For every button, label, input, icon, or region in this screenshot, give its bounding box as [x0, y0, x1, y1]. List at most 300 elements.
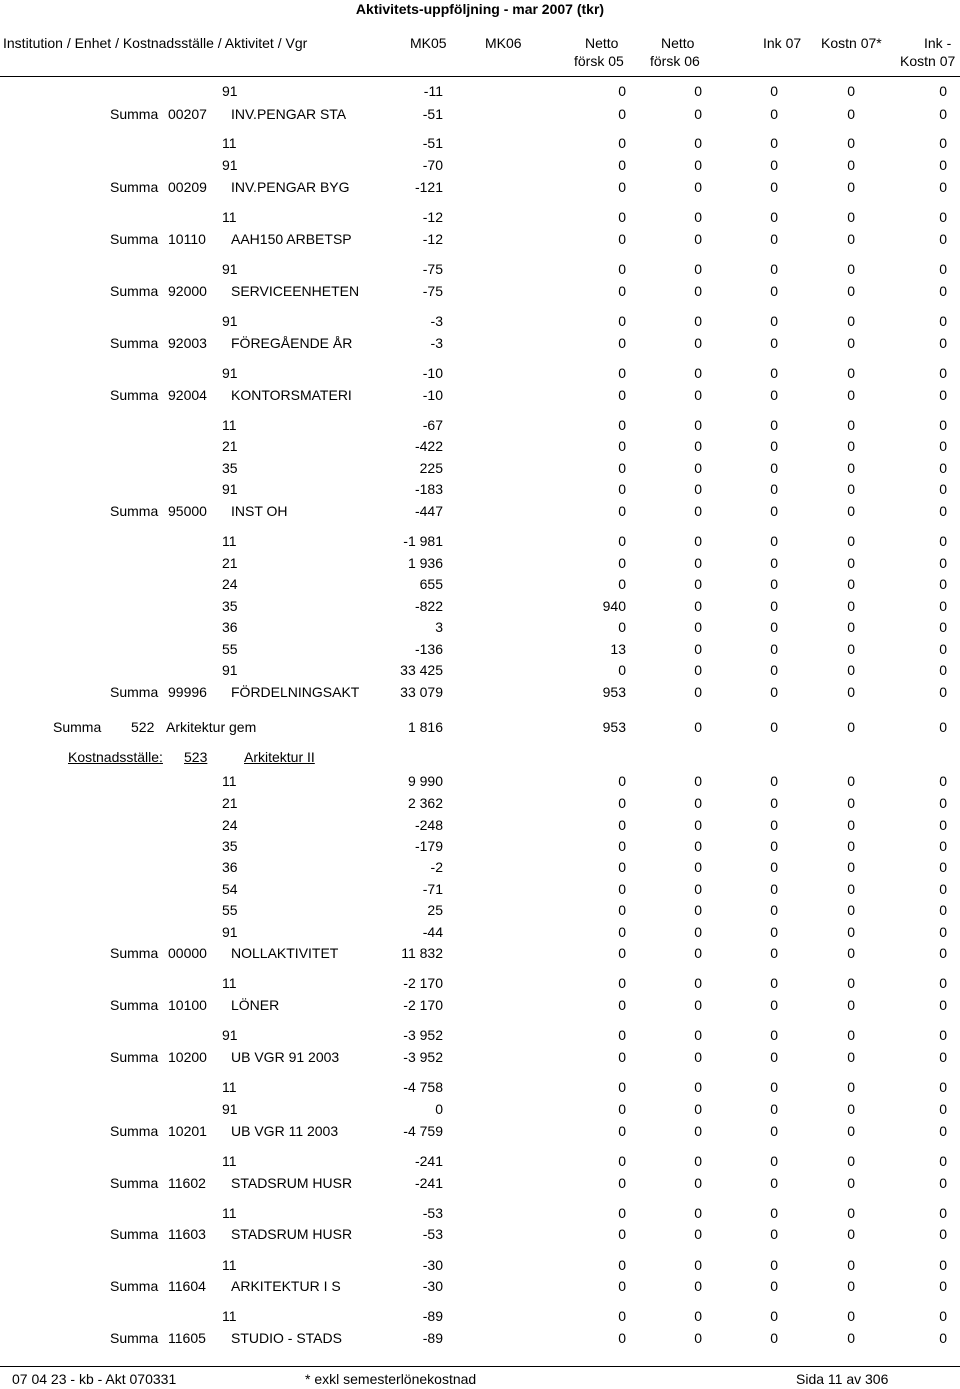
cost-center-summary-row — [0, 717, 960, 737]
kostn07-value: 0 — [939, 838, 947, 854]
kostn07-value: 0 — [939, 1278, 947, 1294]
mk05-value: -248 — [414, 817, 443, 833]
activity-name: KONTORSMATERI — [231, 387, 352, 403]
kostn07-value: 0 — [939, 209, 947, 225]
vgr-code: 21 — [222, 795, 238, 811]
mk06-value: 0 — [618, 1205, 626, 1221]
kostn07-value: 0 — [939, 387, 947, 403]
detail-row — [0, 815, 960, 835]
activity-name: INV.PENGAR STA — [231, 106, 347, 122]
detail-row — [0, 81, 960, 101]
netto06-value: 0 — [770, 157, 778, 173]
detail-row — [0, 363, 960, 383]
mk06-value: 0 — [618, 83, 626, 99]
detail-row — [0, 207, 960, 227]
kostn07-value: 0 — [939, 1123, 947, 1139]
mk05-value: -422 — [414, 438, 443, 454]
mk05-value: -51 — [422, 106, 443, 122]
mk05-value: -3 952 — [403, 1049, 443, 1065]
summa-label: Summa — [110, 1330, 159, 1346]
mk05-value: -2 170 — [403, 975, 443, 991]
detail-row — [0, 574, 960, 594]
mk06-value: 953 — [602, 684, 626, 700]
mk05-value: -67 — [422, 417, 443, 433]
ink07-value: 0 — [847, 209, 855, 225]
mk05-value: -2 170 — [403, 997, 443, 1013]
activity-code: 92004 — [168, 387, 207, 403]
vgr-code: 91 — [222, 481, 238, 497]
ink07-value: 0 — [847, 684, 855, 700]
netto06-value: 0 — [770, 641, 778, 657]
detail-row — [0, 596, 960, 616]
column-header — [0, 34, 960, 74]
mk05-value: 2 362 — [407, 795, 443, 811]
mk05-value: -3 — [430, 313, 443, 329]
activity-code: 95000 — [168, 503, 207, 519]
kostn07-value: 0 — [939, 555, 947, 571]
netto06-value: 0 — [770, 179, 778, 195]
detail-row — [0, 900, 960, 920]
ink07-value: 0 — [847, 1123, 855, 1139]
netto06-value: 0 — [770, 719, 778, 735]
mk05-value: -4 758 — [403, 1079, 443, 1095]
netto06-value: 0 — [770, 975, 778, 991]
activity-summary-row — [0, 104, 960, 124]
mk06-value: 0 — [618, 481, 626, 497]
netto05-value: 0 — [694, 881, 702, 897]
kostn07-value: 0 — [939, 1205, 947, 1221]
netto06-value: 0 — [770, 1101, 778, 1117]
ink07-value: 0 — [847, 881, 855, 897]
ink07-value: 0 — [847, 1330, 855, 1346]
activity-name: UB VGR 11 2003 — [231, 1123, 339, 1139]
vgr-code: 24 — [222, 576, 238, 592]
netto05-value: 0 — [694, 795, 702, 811]
activity-name: AAH150 ARBETSP — [231, 231, 352, 247]
mk05-value: -51 — [422, 135, 443, 151]
mk06-value: 0 — [618, 438, 626, 454]
netto05-value: 0 — [694, 1049, 702, 1065]
netto06-value: 0 — [770, 1049, 778, 1065]
netto05-value: 0 — [694, 684, 702, 700]
ink07-value: 0 — [847, 619, 855, 635]
ink07-value: 0 — [847, 817, 855, 833]
activity-code: 99996 — [168, 684, 207, 700]
netto05-value: 0 — [694, 902, 702, 918]
netto05-value: 0 — [694, 817, 702, 833]
mk06-value: 0 — [618, 773, 626, 789]
vgr-code: 36 — [222, 859, 238, 875]
ink07-value: 0 — [847, 838, 855, 854]
kostn07-value: 0 — [939, 773, 947, 789]
mk06-value: 0 — [618, 1123, 626, 1139]
detail-row — [0, 771, 960, 791]
netto05-value: 0 — [694, 106, 702, 122]
kostn07-value: 0 — [939, 1101, 947, 1117]
netto06-value: 0 — [770, 135, 778, 151]
detail-row — [0, 133, 960, 153]
mk06-value: 0 — [618, 135, 626, 151]
detail-row — [0, 1025, 960, 1045]
netto06-value: 0 — [770, 387, 778, 403]
detail-row — [0, 531, 960, 551]
header-mk06: MK06 — [485, 35, 522, 51]
ink07-value: 0 — [847, 662, 855, 678]
mk06-value: 953 — [602, 719, 626, 735]
cost-center-code: 522 — [131, 719, 155, 735]
mk06-value: 0 — [618, 1257, 626, 1273]
mk05-value: -89 — [422, 1330, 443, 1346]
netto05-value: 0 — [694, 975, 702, 991]
mk06-value: 0 — [618, 1153, 626, 1169]
mk05-value: 655 — [419, 576, 443, 592]
summa-label: Summa — [110, 684, 159, 700]
netto06-value: 0 — [770, 1308, 778, 1324]
mk05-value: 9 990 — [407, 773, 443, 789]
summa-label: Summa — [110, 1278, 159, 1294]
mk06-value: 0 — [618, 902, 626, 918]
vgr-code: 11 — [222, 209, 237, 225]
mk06-value: 0 — [618, 945, 626, 961]
netto05-value: 0 — [694, 859, 702, 875]
activity-name: NOLLAKTIVITET — [231, 945, 339, 961]
summa-label: Summa — [110, 503, 159, 519]
header-divider — [0, 76, 960, 77]
kostn07-value: 0 — [939, 1226, 947, 1242]
activity-code: 00209 — [168, 179, 207, 195]
netto05-value: 0 — [694, 365, 702, 381]
netto06-value: 0 — [770, 902, 778, 918]
mk06-value: 0 — [618, 1308, 626, 1324]
mk06-value: 0 — [618, 662, 626, 678]
netto06-value: 0 — [770, 1205, 778, 1221]
mk06-value: 0 — [618, 387, 626, 403]
header-netto05-line2: försk 05 — [574, 53, 624, 69]
mk06-value: 0 — [618, 365, 626, 381]
netto06-value: 0 — [770, 1226, 778, 1242]
netto05-value: 0 — [694, 641, 702, 657]
kostn07-value: 0 — [939, 619, 947, 635]
kostn07-value: 0 — [939, 1308, 947, 1324]
mk05-value: 33 079 — [400, 684, 443, 700]
kostn07-value: 0 — [939, 1079, 947, 1095]
mk05-value: -822 — [414, 598, 443, 614]
activity-summary-row — [0, 1121, 960, 1141]
ink07-value: 0 — [847, 1027, 855, 1043]
vgr-code: 11 — [222, 1079, 237, 1095]
summa-label: Summa — [110, 387, 159, 403]
detail-row — [0, 259, 960, 279]
ink07-value: 0 — [847, 231, 855, 247]
mk06-value: 0 — [618, 335, 626, 351]
netto05-value: 0 — [694, 1278, 702, 1294]
kostn07-value: 0 — [939, 460, 947, 476]
ink07-value: 0 — [847, 773, 855, 789]
kostn07-value: 0 — [939, 231, 947, 247]
ink07-value: 0 — [847, 313, 855, 329]
mk06-value: 0 — [618, 533, 626, 549]
netto06-value: 0 — [770, 773, 778, 789]
kostn07-value: 0 — [939, 684, 947, 700]
mk06-value: 940 — [602, 598, 626, 614]
kostn07-value: 0 — [939, 283, 947, 299]
netto05-value: 0 — [694, 387, 702, 403]
mk06-value: 0 — [618, 1330, 626, 1346]
activity-code: 11602 — [168, 1175, 206, 1191]
header-ink-kostn-line2: Kostn 07 — [900, 53, 956, 69]
netto05-value: 0 — [694, 1027, 702, 1043]
netto06-value: 0 — [770, 335, 778, 351]
netto06-value: 0 — [770, 1123, 778, 1139]
mk06-value: 0 — [618, 231, 626, 247]
ink07-value: 0 — [847, 641, 855, 657]
mk06-value: 0 — [618, 1049, 626, 1065]
netto06-value: 0 — [770, 838, 778, 854]
kostn07-value: 0 — [939, 261, 947, 277]
kostn07-value: 0 — [939, 945, 947, 961]
activity-name: STADSRUM HUSR — [231, 1175, 353, 1191]
netto05-value: 0 — [694, 335, 702, 351]
mk06-value: 0 — [618, 106, 626, 122]
detail-row — [0, 1255, 960, 1275]
netto05-value: 0 — [694, 598, 702, 614]
activity-summary-row — [0, 501, 960, 521]
kostn07-value: 0 — [939, 481, 947, 497]
kostn07-value: 0 — [939, 975, 947, 991]
activity-code: 11604 — [168, 1278, 206, 1294]
netto05-value: 0 — [694, 576, 702, 592]
report-title: Aktivitets-uppföljning - mar 2007 (tkr) — [355, 1, 605, 17]
mk05-value: -179 — [414, 838, 443, 854]
vgr-code: 55 — [222, 902, 238, 918]
activity-summary-row — [0, 333, 960, 353]
activity-code: 92000 — [168, 283, 207, 299]
netto05-value: 0 — [694, 481, 702, 497]
activity-name: FÖRDELNINGSAKT — [231, 684, 360, 700]
mk05-value: 225 — [419, 460, 443, 476]
detail-row — [0, 973, 960, 993]
summa-label: Summa — [110, 945, 159, 961]
mk06-value: 0 — [618, 975, 626, 991]
kostn07-value: 0 — [939, 135, 947, 151]
detail-row — [0, 639, 960, 659]
vgr-code: 35 — [222, 460, 238, 476]
detail-row — [0, 922, 960, 942]
activity-summary-row — [0, 682, 960, 702]
vgr-code: 24 — [222, 817, 238, 833]
detail-row — [0, 793, 960, 813]
detail-row — [0, 1151, 960, 1171]
vgr-code: 11 — [222, 135, 237, 151]
mk05-value: 1 936 — [407, 555, 443, 571]
activity-code: 11603 — [168, 1226, 206, 1242]
mk06-value: 0 — [618, 1278, 626, 1294]
netto06-value: 0 — [770, 1153, 778, 1169]
header-netto05-line1: Netto — [585, 35, 619, 51]
activity-code: 00207 — [168, 106, 207, 122]
kostn07-value: 0 — [939, 1049, 947, 1065]
kostn07-value: 0 — [939, 1175, 947, 1191]
ink07-value: 0 — [847, 481, 855, 497]
header-path: Institution / Enhet / Kostnadsställe / Aktivitet / Vgr — [3, 35, 308, 51]
activity-summary-row — [0, 385, 960, 405]
netto06-value: 0 — [770, 313, 778, 329]
ink07-value: 0 — [847, 179, 855, 195]
netto06-value: 0 — [770, 1257, 778, 1273]
cost-center-heading — [0, 747, 960, 767]
kostn07-value: 0 — [939, 335, 947, 351]
activity-name: FÖREGÅENDE ÅR — [231, 335, 353, 351]
mk06-value: 0 — [618, 1101, 626, 1117]
mk06-value: 0 — [618, 859, 626, 875]
vgr-code: 91 — [222, 157, 238, 173]
mk05-value: -53 — [422, 1226, 443, 1242]
kostn07-value: 0 — [939, 859, 947, 875]
netto06-value: 0 — [770, 83, 778, 99]
ink07-value: 0 — [847, 335, 855, 351]
mk06-value: 0 — [618, 157, 626, 173]
ink07-value: 0 — [847, 1278, 855, 1294]
activity-code: 10200 — [168, 1049, 207, 1065]
ink07-value: 0 — [847, 460, 855, 476]
ink07-value: 0 — [847, 1257, 855, 1273]
mk06-value: 0 — [618, 817, 626, 833]
netto05-value: 0 — [694, 157, 702, 173]
ink07-value: 0 — [847, 365, 855, 381]
header-kostn07: Kostn 07* — [821, 35, 882, 51]
kostn07-value: 0 — [939, 1257, 947, 1273]
ink07-value: 0 — [847, 795, 855, 811]
ink07-value: 0 — [847, 261, 855, 277]
activity-code: 00000 — [168, 945, 207, 961]
netto06-value: 0 — [770, 1027, 778, 1043]
vgr-code: 11 — [222, 417, 237, 433]
mk05-value: -241 — [414, 1175, 443, 1191]
mk06-value: 0 — [618, 555, 626, 571]
mk06-value: 0 — [618, 179, 626, 195]
detail-row — [0, 155, 960, 175]
netto05-value: 0 — [694, 1330, 702, 1346]
detail-row — [0, 617, 960, 637]
vgr-code: 11 — [222, 533, 237, 549]
header-netto06-line1: Netto — [661, 35, 695, 51]
netto05-value: 0 — [694, 283, 702, 299]
mk06-value: 0 — [618, 503, 626, 519]
mk05-value: -183 — [414, 481, 443, 497]
activity-summary-row — [0, 1276, 960, 1296]
kostn07-value: 0 — [939, 1330, 947, 1346]
vgr-code: 35 — [222, 598, 238, 614]
netto05-value: 0 — [694, 533, 702, 549]
mk06-value: 0 — [618, 881, 626, 897]
vgr-code: 36 — [222, 619, 238, 635]
netto06-value: 0 — [770, 1175, 778, 1191]
detail-row — [0, 660, 960, 680]
summa-label: Summa — [110, 997, 159, 1013]
netto06-value: 0 — [770, 533, 778, 549]
kostn07-value: 0 — [939, 641, 947, 657]
vgr-code: 91 — [222, 1101, 238, 1117]
header-netto06-line2: försk 06 — [650, 53, 700, 69]
vgr-code: 54 — [222, 881, 238, 897]
ink07-value: 0 — [847, 387, 855, 403]
kostn07-value: 0 — [939, 1153, 947, 1169]
netto06-value: 0 — [770, 555, 778, 571]
summa-label: Summa — [110, 335, 159, 351]
netto06-value: 0 — [770, 662, 778, 678]
cost-center-code: 523 — [184, 749, 208, 765]
detail-row — [0, 857, 960, 877]
mk06-value: 0 — [618, 1226, 626, 1242]
ink07-value: 0 — [847, 106, 855, 122]
header-ink-kostn-line1: Ink - — [924, 35, 952, 51]
ink07-value: 0 — [847, 1308, 855, 1324]
ink07-value: 0 — [847, 1175, 855, 1191]
ink07-value: 0 — [847, 157, 855, 173]
activity-name: LÖNER — [231, 997, 280, 1013]
kostn07-value: 0 — [939, 313, 947, 329]
ink07-value: 0 — [847, 945, 855, 961]
detail-row — [0, 415, 960, 435]
kostn07-value: 0 — [939, 417, 947, 433]
mk06-value: 0 — [618, 417, 626, 433]
netto06-value: 0 — [770, 460, 778, 476]
detail-row — [0, 1077, 960, 1097]
ink07-value: 0 — [847, 1101, 855, 1117]
ink07-value: 0 — [847, 283, 855, 299]
mk05-value: -53 — [422, 1205, 443, 1221]
detail-row — [0, 311, 960, 331]
detail-row — [0, 479, 960, 499]
activity-name: ARKITEKTUR I S — [231, 1278, 341, 1294]
netto06-value: 0 — [770, 481, 778, 497]
vgr-code: 91 — [222, 924, 238, 940]
ink07-value: 0 — [847, 975, 855, 991]
netto05-value: 0 — [694, 83, 702, 99]
mk06-value: 0 — [618, 576, 626, 592]
page-footer — [0, 1370, 960, 1389]
summa-label: Summa — [110, 283, 159, 299]
netto05-value: 0 — [694, 209, 702, 225]
netto06-value: 0 — [770, 417, 778, 433]
footer-page: Sida 11 av 306 — [796, 1371, 889, 1387]
vgr-code: 91 — [222, 1027, 238, 1043]
mk05-value: 25 — [427, 902, 443, 918]
kostn07-value: 0 — [939, 997, 947, 1013]
netto05-value: 0 — [694, 555, 702, 571]
vgr-code: 35 — [222, 838, 238, 854]
netto06-value: 0 — [770, 231, 778, 247]
netto05-value: 0 — [694, 838, 702, 854]
mk06-value: 0 — [618, 1175, 626, 1191]
ink07-value: 0 — [847, 1205, 855, 1221]
summa-label: Summa — [110, 1175, 159, 1191]
netto05-value: 0 — [694, 135, 702, 151]
netto06-value: 0 — [770, 619, 778, 635]
vgr-code: 91 — [222, 313, 238, 329]
mk06-value: 0 — [618, 460, 626, 476]
mk05-value: -89 — [422, 1308, 443, 1324]
netto06-value: 0 — [770, 106, 778, 122]
netto05-value: 0 — [694, 1226, 702, 1242]
ink07-value: 0 — [847, 135, 855, 151]
mk05-value: 33 425 — [400, 662, 443, 678]
kostn07-value: 0 — [939, 924, 947, 940]
vgr-code: 11 — [222, 975, 237, 991]
activity-summary-row — [0, 1047, 960, 1067]
netto05-value: 0 — [694, 773, 702, 789]
vgr-code: 91 — [222, 83, 238, 99]
